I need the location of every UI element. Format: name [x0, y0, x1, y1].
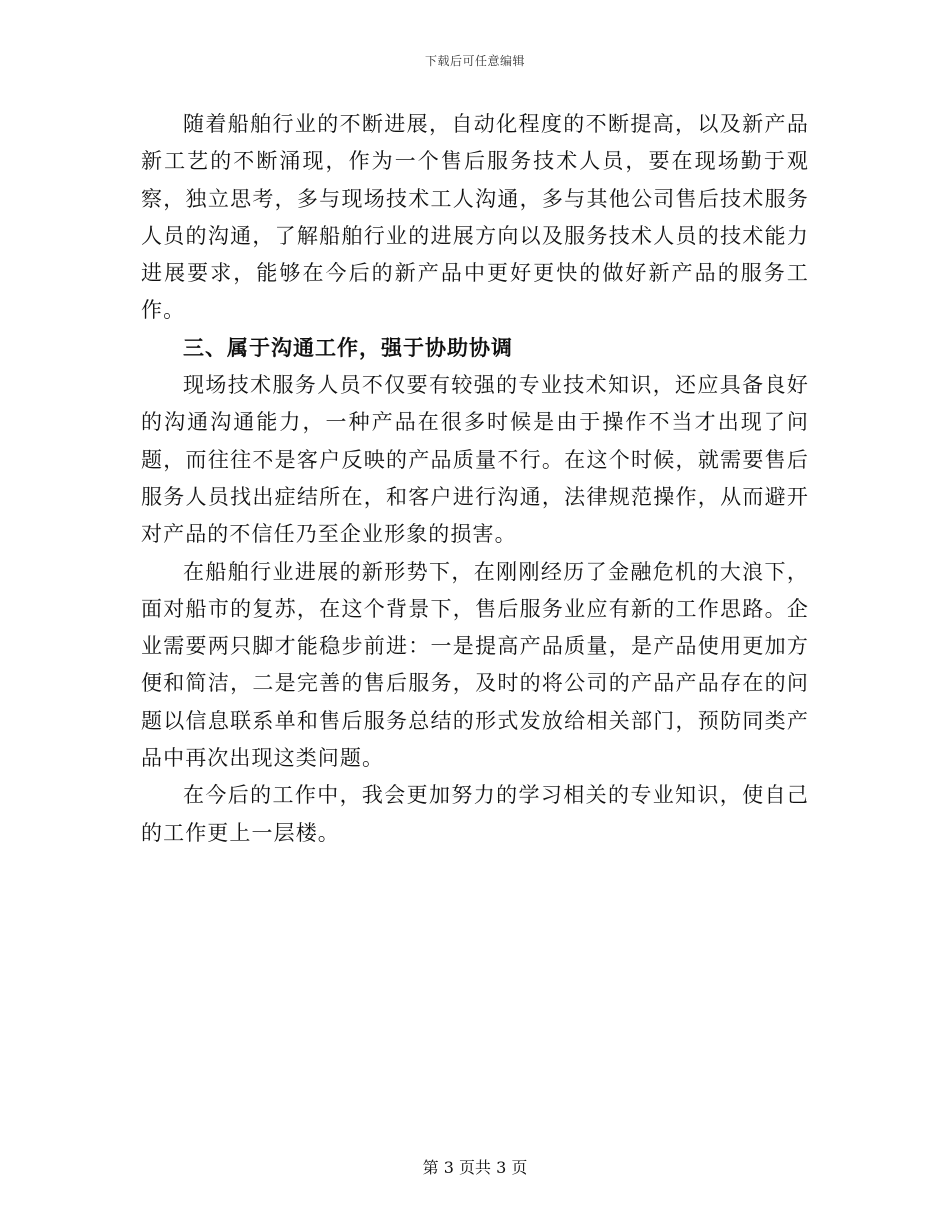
body-paragraph: 现场技术服务人员不仅要有较强的专业技术知识，还应具备良好的沟通沟通能力，一种产品在很多时候是由于操作不当才出现了问题，而往往不是客户反映的产品质量不行。在这个时候，就需要售后服务人员找出症结所在，和客户进行沟通，法律规范操作，从而避开对产品的不信任乃至企业形象的损害。 [141, 373, 809, 547]
body-paragraph: 在船舶行业进展的新形势下，在刚刚经历了金融危机的大浪下，面对船市的复苏，在这个背景下，售后服务业应有新的工作思路。企业需要两只脚才能稳步前进：一是提高产品质量，是产品使用更加方便和简洁，二是完善的售后服务，及时的将公司的产品产品存在的问题以信息联系单和售后服务总结的形式发放给相关部门，预防同类产品中再次出现这类问题。 [141, 559, 809, 771]
section-heading: 三、属于沟通工作，强于协助协调 [183, 335, 513, 360]
document-body [141, 106, 809, 852]
page-header-note: 下载后可任意编辑 [424, 54, 525, 68]
page-footer-number: 第 3 页共 3 页 [422, 1158, 528, 1177]
body-paragraph: 随着船舶行业的不断进展，自动化程度的不断提高，以及新产品新工艺的不断涌现，作为一个售后服务技术人员，要在现场勤于观察，独立思考，多与现场技术工人沟通，多与其他公司售后技术服务人员的沟通，了解船舶行业的进展方向以及服务技术人员的技术能力进展要求，能够在今后的新产品中更好更快的做好新产品的服务工作。 [141, 112, 809, 323]
body-paragraph: 在今后的工作中，我会更加努力的学习相关的专业知识，使自己的工作更上一层楼。 [141, 783, 809, 845]
